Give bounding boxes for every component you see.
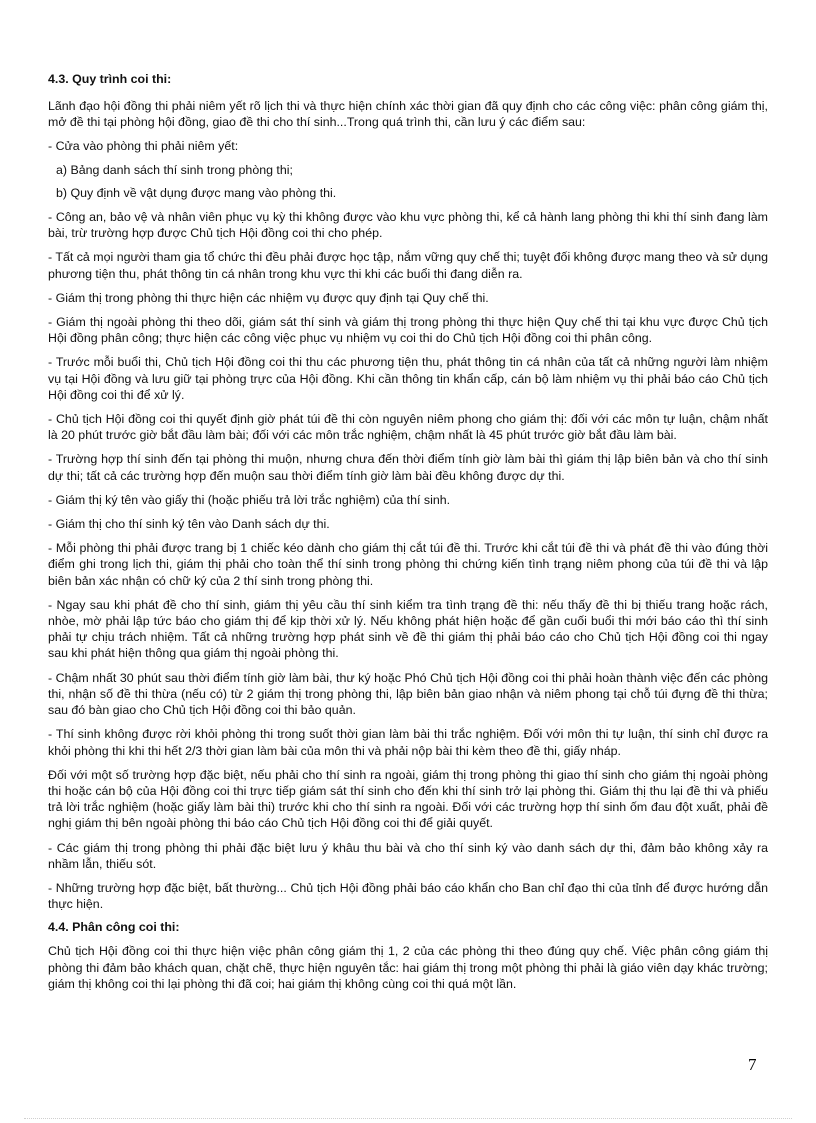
bottom-divider	[24, 1118, 792, 1119]
paragraph: - Trước mỗi buổi thi, Chủ tịch Hội đồng coi thi thu các phương tiện thu, phát thông tin cá nhân của tất cả những người làm nhiệm vụ tại Hội đồng và lưu giữ tại phòng trực của Hội đồng. Khi cần thông tin khẩn cấp, cán bộ làm nhiệm vụ thi phải báo cáo Chủ tịch Hội đồng coi thi để xử lý.	[48, 355, 768, 402]
list-item-a: a) Bảng danh sách thí sinh trong phòng thi;	[56, 162, 293, 177]
paragraph: - Cửa vào phòng thi phải niêm yết:	[48, 139, 239, 154]
paragraph: - Trường hợp thí sinh đến tại phòng thi muộn, nhưng chưa đến thời điểm tính giờ làm bài thì giám thị lập biên bản và cho thí sinh dự thi; tất cả các trường hợp đến muộn sau thời điểm tính giờ làm bài đều không được dự thi.	[48, 452, 768, 483]
paragraph: - Những trường hợp đặc biệt, bất thường... Chủ tịch Hội đồng phải báo cáo khẩn cho Ban chỉ đạo thi của tỉnh để được hướng dẫn thực hiện.	[48, 880, 768, 912]
paragraph: - Giám thị trong phòng thi thực hiện các nhiệm vụ được quy định tại Quy chế thi.	[48, 290, 489, 305]
list-item-b: b) Quy định về vật dụng được mang vào phòng thi.	[56, 185, 337, 200]
paragraph: - Công an, bảo vệ và nhân viên phục vụ kỳ thi không được vào khu vực phòng thi, kể cả hành lang phòng thi khi thí sinh đang làm bài, trừ trường hợp được Chủ tịch Hội đồng coi thi cho phép.	[48, 210, 768, 241]
paragraph: - Giám thị ngoài phòng thi theo dõi, giám sát thí sinh và giám thị trong phòng thi thực hiện Quy chế thi tại khu vực được Chủ tịch Hội đồng phân công; thực hiện các công việc phục vụ nhiệm vụ coi thi do Chủ tịch Hội đồng coi thi phân công.	[48, 315, 768, 346]
paragraph: - Giám thị ký tên vào giấy thi (hoặc phiếu trả lời trắc nghiệm) của thí sinh.	[48, 492, 451, 507]
paragraph: Lãnh đạo hội đồng thi phải niêm yết rõ lịch thi và thực hiện chính xác thời gian đã quy định cho các công việc: phân công giám thị, mở đề thi tại phòng hội đồng, giao đề thi cho thí sinh...Trong quá trình thi, cần lưu ý các điểm sau:	[48, 99, 768, 130]
paragraph: - Chậm nhất 30 phút sau thời điểm tính giờ làm bài, thư ký hoặc Phó Chủ tịch Hội đồng coi thi phải hoàn thành việc đến các phòng thi, nhận số đề thi thừa (nếu có) từ 2 giám thị trong phòng thi, lập biên bản giao nhận và niêm phong tại chỗ túi đựng đề thi thừa; sau đó bàn giao cho Chủ tịch Hội đồng coi thi bảo quản.	[48, 670, 768, 718]
paragraph: - Thí sinh không được rời khỏi phòng thi trong suốt thời gian làm bài thi trắc nghiệm. Đối với môn thi tự luận, thí sinh chỉ được ra khỏi phòng thi khi thi hết 2/3 thời gian làm bài của môn thi và phải nộp bài thi kèm theo đề thi, giấy nháp.	[48, 727, 768, 758]
paragraph: - Các giám thị trong phòng thi phải đặc biệt lưu ý khâu thu bài và cho thí sinh ký vào danh sách dự thi, đảm bảo không xảy ra nhầm lẫn, thiếu sót.	[48, 840, 768, 871]
paragraph: - Mỗi phòng thi phải được trang bị 1 chiếc kéo dành cho giám thị cắt túi đề thi. Trước khi cắt túi đề thi và phát đề thi vào đúng thời điểm ghi trong lịch thi, giám thị phải cho toàn thể thí sinh trong phòng thi chứng kiến tình trạng niêm phong của túi đề thi và lập biên bản xác nhận có chữ ký của 2 thí sinh trong phòng thi.	[48, 541, 768, 588]
paragraph: Chủ tịch Hội đồng coi thi thực hiện việc phân công giám thị 1, 2 của các phòng thi theo đúng quy chế. Việc phân công giám thị phòng thi đảm bảo khách quan, chặt chẽ, thực hiện nguyên tắc: hai giám thị trong một phòng thi phải là giáo viên dạy khác trường; giám thị không coi thi lại phòng thi đã coi; hai giám thị không cùng coi thi quá một lần.	[48, 944, 768, 991]
document-page	[48, 72, 768, 1000]
paragraph: - Tất cả mọi người tham gia tổ chức thi đều phải được học tập, nắm vững quy chế thi; tuyệt đối không được mang theo và sử dụng phương tiện thu, phát thông tin cá nhân trong khu vực thi khi các buổi thi đang diễn ra.	[48, 250, 768, 281]
section-4-4-heading: 4.4. Phân công coi thi:	[48, 920, 180, 935]
paragraph: Đối với một số trường hợp đặc biệt, nếu phải cho thí sinh ra ngoài, giám thị trong phòng thi giao thí sinh cho giám thị ngoài phòng thi hoặc cán bộ của Hội đồng coi thi trực tiếp giám sát thí sinh cho đến khi thí sinh trở lại phòng thi. Giám thị thu lại đề thi và phiếu trả lời trắc nghiệm (hoặc giấy làm bài thi) trước khi cho thí sinh ra ngoài. Đối với các trường hợp thí sinh ốm đau đột xuất, phải đề nghị giám thị bên ngoài phòng thi báo cáo Chủ tịch Hội đồng coi thi để giải quyết.	[48, 767, 768, 831]
paragraph: - Chủ tịch Hội đồng coi thi quyết định giờ phát túi đề thi còn nguyên niêm phong cho giám thị: đối với các môn tự luận, chậm nhất là 20 phút trước giờ bắt đầu làm bài; đối với các môn trắc nghiệm, chậm nhất là 45 phút trước giờ bắt đầu làm bài.	[48, 412, 768, 443]
page-number: 7	[748, 1055, 757, 1074]
paragraph: - Ngay sau khi phát đề cho thí sinh, giám thị yêu cầu thí sinh kiểm tra tình trạng đề thi: nếu thấy đề thi bị thiếu trang hoặc rách, nhòe, mờ phải lập tức báo cho giám thị để kịp thời xử lý. Nếu không phát hiện hoặc để gần cuối buổi thi mới báo cáo thì thí sinh phải tự chịu trách nhiệm. Tất cả những trường hợp phát sinh về đề thi giám thị phải báo cáo cho Chủ tịch Hội đồng coi thi ngay sau khi phát hiện thông qua giám thị ngoài phòng thi.	[48, 597, 768, 661]
paragraph: - Giám thị cho thí sinh ký tên vào Danh sách dự thi.	[48, 517, 330, 532]
section-4-3-heading: 4.3. Quy trình coi thi:	[48, 72, 172, 86]
